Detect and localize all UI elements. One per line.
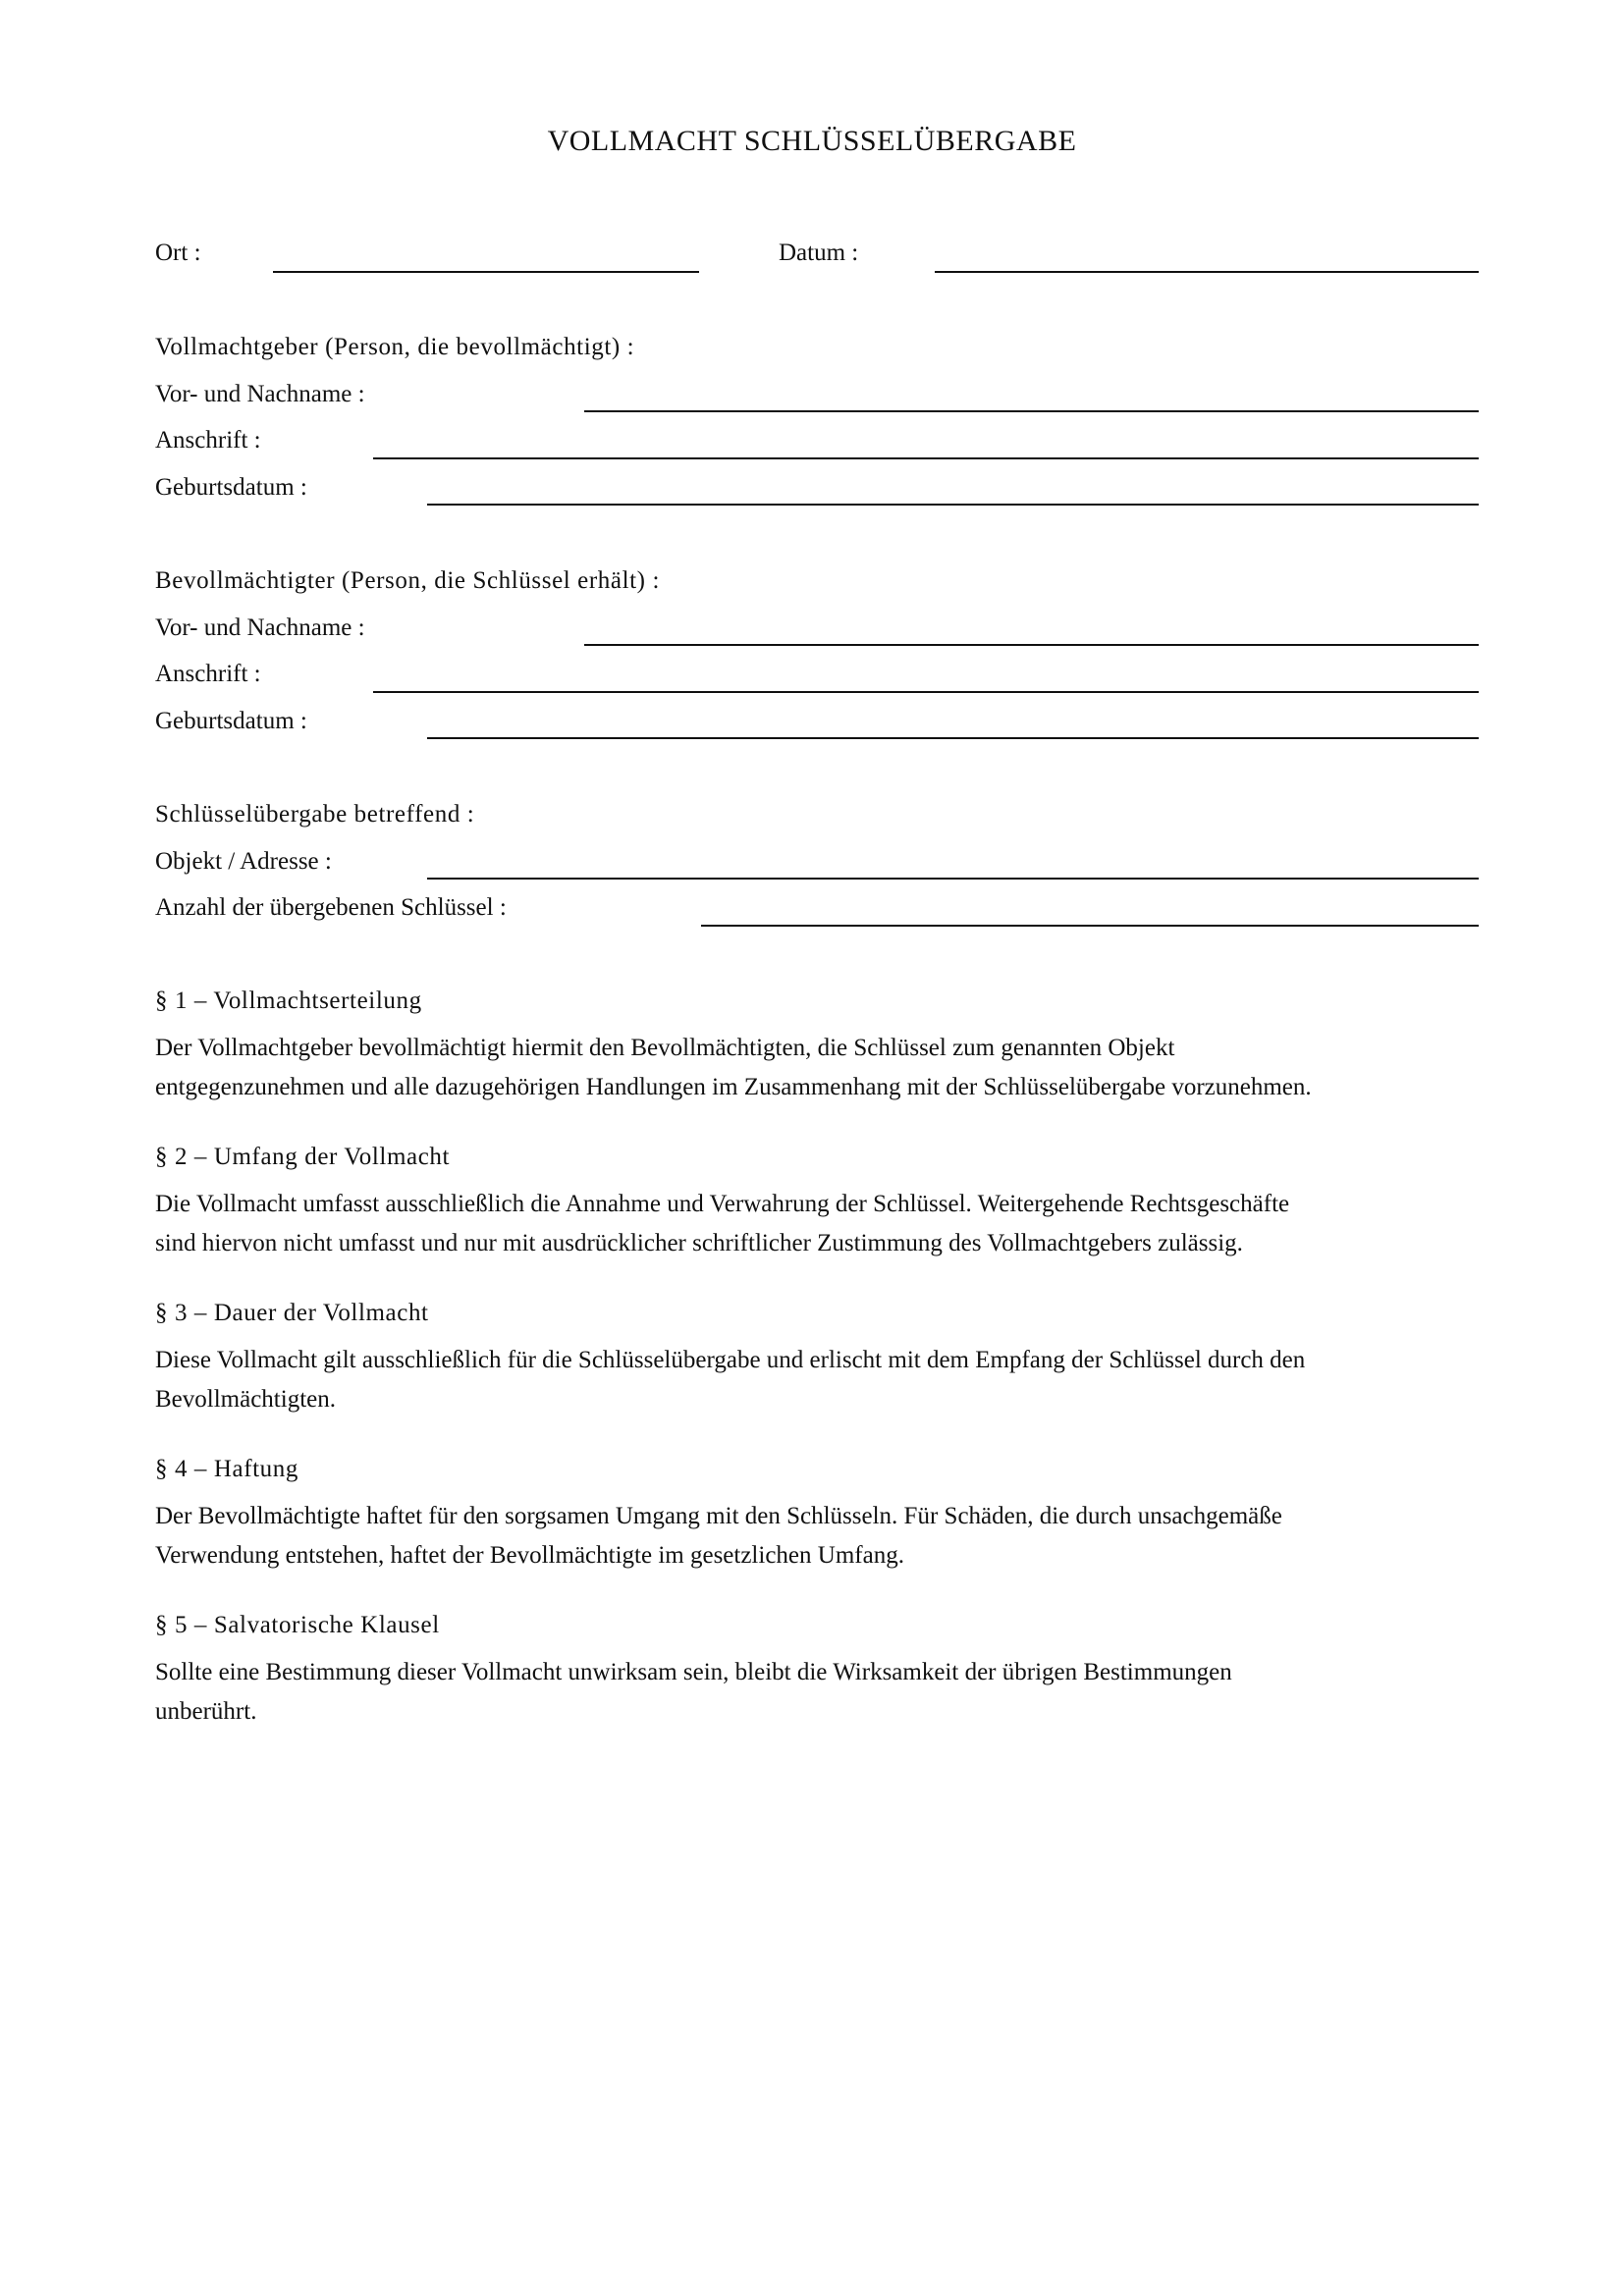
vollmachtgeber-name-label: Vor- und Nachname : [155, 381, 365, 407]
section-2-line-1: Die Vollmacht umfasst ausschließlich die Annahme und Verwahrung der Schlüssel. Weitergehende Rechtsgeschäfte [155, 1191, 1290, 1217]
section-5-line-1: Sollte eine Bestimmung dieser Vollmacht unwirksam sein, bleibt die Wirksamkeit der übrigen Bestimmungen [155, 1659, 1232, 1685]
bevollmaechtigter-birthdate-label: Geburtsdatum : [155, 708, 307, 734]
ort-label: Ort : [155, 240, 201, 266]
bevollmaechtigter-address-label: Anschrift : [155, 661, 261, 687]
section-2-heading: § 2 – Umfang der Vollmacht [155, 1144, 451, 1170]
key-count-label: Anzahl der übergebenen Schlüssel : [155, 894, 507, 921]
vollmachtgeber-address-field[interactable] [373, 457, 1479, 459]
vollmachtgeber-heading: Vollmachtgeber (Person, die bevollmächtigt) : [155, 334, 635, 360]
section-5-line-2: unberührt. [155, 1698, 257, 1725]
vollmachtgeber-birthdate-field[interactable] [427, 504, 1479, 506]
section-4-heading: § 4 – Haftung [155, 1456, 298, 1482]
section-2-text [155, 1185, 1490, 1263]
key-count-field[interactable] [701, 925, 1479, 927]
section-1-line-1: Der Vollmachtgeber bevollmächtigt hiermit den Bevollmächtigten, die Schlüssel zum genannten Objekt [155, 1035, 1175, 1061]
section-3-text [155, 1341, 1490, 1419]
bevollmaechtigter-birthdate-field[interactable] [427, 737, 1479, 739]
bevollmaechtigter-address-field[interactable] [373, 691, 1479, 693]
object-field[interactable] [427, 878, 1479, 880]
object-label: Objekt / Adresse : [155, 848, 332, 875]
vollmachtgeber-birthdate-label: Geburtsdatum : [155, 474, 307, 501]
datum-field[interactable] [935, 271, 1479, 273]
section-4-line-1: Der Bevollmächtigte haftet für den sorgsamen Umgang mit den Schlüsseln. Für Schäden, die durch unsachgemäße [155, 1503, 1282, 1529]
vollmachtgeber-name-field[interactable] [584, 410, 1479, 412]
bevollmaechtigter-name-label: Vor- und Nachname : [155, 614, 365, 641]
section-2-line-2: sind hiervon nicht umfasst und nur mit ausdrücklicher schriftlicher Zustimmung des Vollmachtgebers zulässig. [155, 1230, 1243, 1256]
document-title: VOLLMACHT SCHLÜSSELÜBERGABE [547, 125, 1077, 157]
section-4-line-2: Verwendung entstehen, haftet der Bevollmächtigte im gesetzlichen Umfang. [155, 1542, 904, 1569]
section-5-heading: § 5 – Salvatorische Klausel [155, 1612, 440, 1638]
section-4-text [155, 1497, 1490, 1575]
bevollmaechtigter-heading: Bevollmächtigter (Person, die Schlüssel erhält) : [155, 567, 661, 594]
uebergabe-heading: Schlüsselübergabe betreffend : [155, 801, 475, 828]
section-3-line-1: Diese Vollmacht gilt ausschließlich für die Schlüsselübergabe und erlischt mit dem Empfang der Schlüssel durch den [155, 1347, 1306, 1373]
ort-field[interactable] [273, 271, 699, 273]
vollmachtgeber-address-label: Anschrift : [155, 427, 261, 454]
section-1-text [155, 1029, 1490, 1107]
section-1-line-2: entgegenzunehmen und alle dazugehörigen Handlungen im Zusammenhang mit der Schlüsselübergabe vorzunehmen. [155, 1074, 1312, 1100]
section-3-line-2: Bevollmächtigten. [155, 1386, 336, 1413]
bevollmaechtigter-name-field[interactable] [584, 644, 1479, 646]
section-1-heading: § 1 – Vollmachtserteilung [155, 988, 422, 1014]
section-5-text [155, 1653, 1490, 1732]
section-3-heading: § 3 – Dauer der Vollmacht [155, 1300, 429, 1326]
datum-label: Datum : [779, 240, 859, 266]
